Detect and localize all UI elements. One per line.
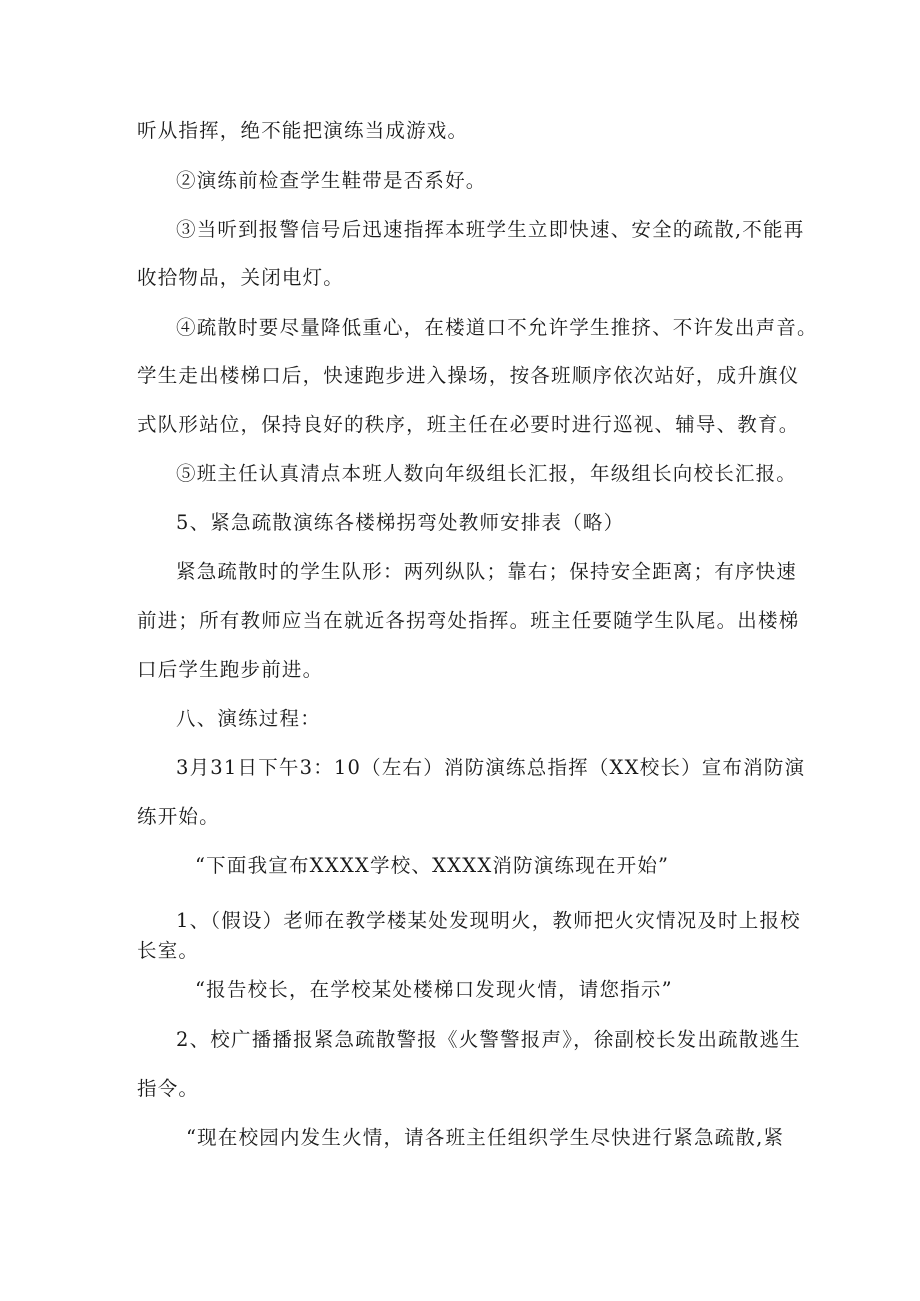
- text-line: 练开始。: [137, 805, 220, 828]
- text-line: 学生走出楼梯口后，快速跑步进入操场，按各班顺序依次站好，成升旗仪: [137, 364, 800, 387]
- text-line: 式队形站位，保持良好的秩序，班主任在必要时进行巡视、辅导、教育。: [137, 413, 800, 436]
- text-line: 前进；所有教师应当在就近各拐弯处指挥。班主任要随学生队尾。出楼梯: [137, 609, 800, 632]
- text-line: 3月31日下午3：10（左右）消防演练总指挥（XX校长）宣布消防演: [176, 756, 806, 779]
- text-line: 2、校广播播报紧急疏散警报《火警警报声》，徐副校长发出疏散逃生: [176, 1028, 801, 1051]
- text-line: ④疏散时要尽量降低重心，在楼道口不允许学生推挤、不许发出声音。: [176, 316, 818, 339]
- quote-line: “下面我宣布XXXX学校、XXXX消防演练现在开始”: [195, 854, 670, 877]
- text-line: ③当听到报警信号后迅速指挥本班学生立即快速、安全的疏散,不能再: [176, 218, 805, 241]
- text-line: ②演练前检查学生鞋带是否系好。: [176, 169, 487, 192]
- quote-line: “现在校园内发生火情，请各班主任组织学生尽快进行紧急疏散,紧: [186, 1126, 785, 1149]
- text-line: 长室。: [137, 939, 200, 962]
- text-line: 5、紧急疏散演练各楼梯拐弯处教师安排表（略）: [176, 511, 625, 534]
- text-line: 收拾物品，关闭电灯。: [137, 266, 345, 289]
- text-line: 紧急疏散时的学生队形：两列纵队；靠右；保持安全距离；有序快速: [176, 560, 798, 583]
- quote-line: “报告校长，在学校某处楼梯口发现火情，请您指示”: [195, 978, 673, 1001]
- text-line: ⑤班主任认真清点本班人数向年级组长汇报，年级组长向校长汇报。: [176, 462, 798, 485]
- text-line: 指令。: [137, 1077, 200, 1100]
- section-heading: 八、演练过程：: [176, 707, 321, 730]
- text-line: 口后学生跑步前进。: [137, 658, 324, 681]
- text-line: 听从指挥，绝不能把演练当成游戏。: [137, 119, 469, 142]
- text-line: 1、（假设）老师在教学楼某处发现明火，教师把火灾情况及时上报校: [176, 909, 801, 932]
